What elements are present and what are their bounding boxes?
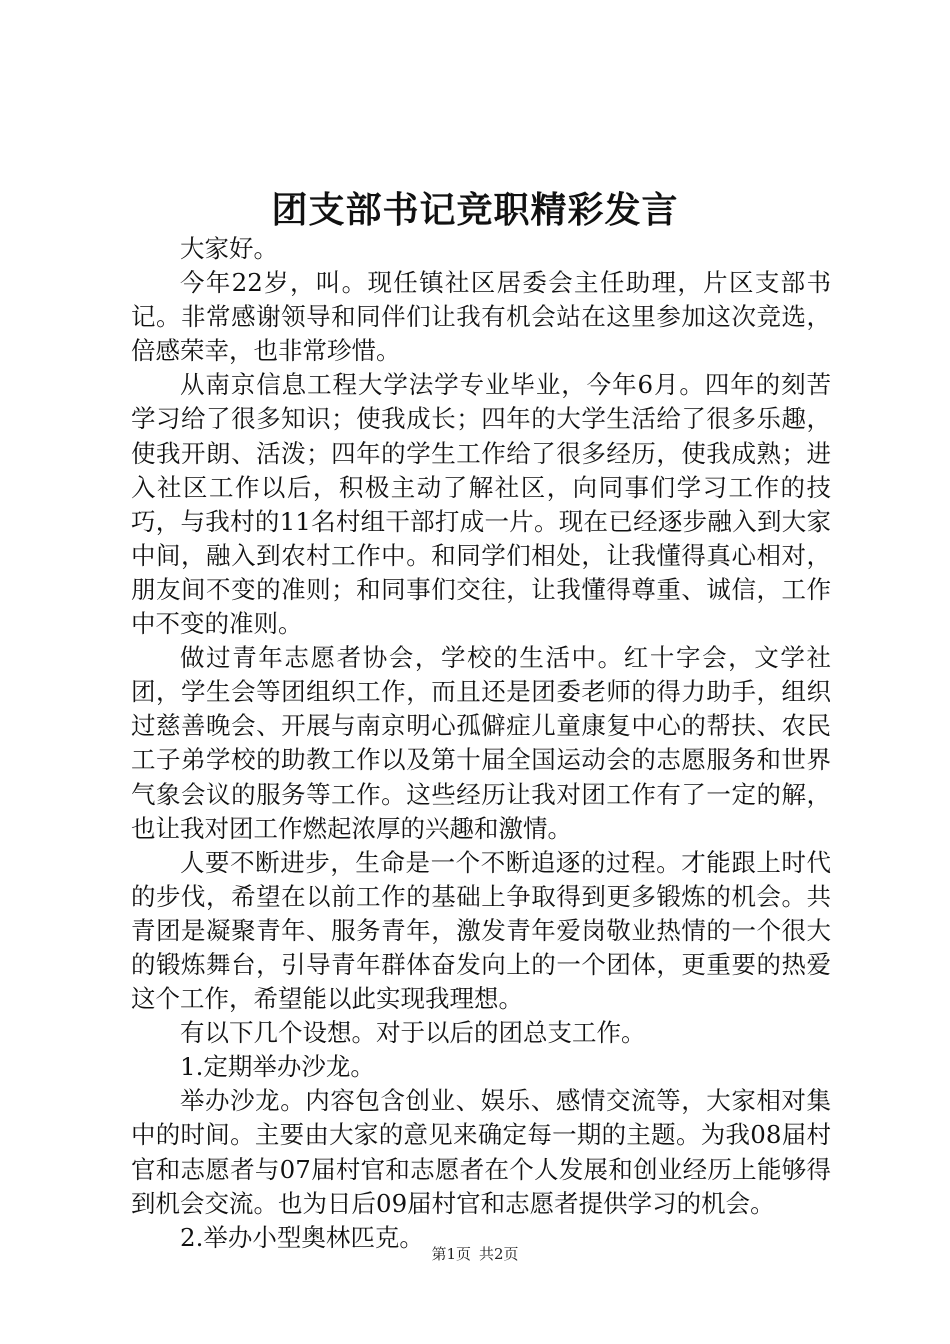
paragraph-introduction: 今年22岁，叫。现任镇社区居委会主任助理，片区支部书记。非常感谢领导和同伴们让我有机会站在这里参加这次竞选，倍感荣幸，也非常珍惜。 [131,268,831,366]
paragraph-experience: 做过青年志愿者协会，学校的生活中。红十字会，文学社团，学生会等团组织工作，而且还是团委老师的得力助手，组织过慈善晚会、开展与南京明心孤僻症儿童康复中心的帮扶、农民工子弟学校的助教工作以及第十届全国运动会的志愿服务和世界气象会议的服务等工作。这些经历让我对团工作有了一定的解，也让我对团工作燃起浓厚的兴趣和激情。 [131,643,831,843]
page-footer [0,1244,950,1264]
paragraph-plan-1-heading: 1.定期举办沙龙。 [180,1052,375,1082]
document-body [131,232,831,1255]
paragraph-plans-intro: 有以下几个设想。对于以后的团总支工作。 [180,1018,646,1048]
page-number: 第1页 [431,1245,471,1263]
paragraph-greeting: 大家好。 [180,234,278,263]
paragraph-plan-1-detail: 举办沙龙。内容包含创业、娱乐、感情交流等，大家相对集中的时间。主要由大家的意见来确定每一期的主题。为我08届村官和志愿者与07届村官和志愿者在个人发展和创业经历上能够得到机会交流。也为日后09届村官和志愿者提供学习的机会。 [131,1086,831,1218]
paragraph-education: 从南京信息工程大学法学专业毕业，今年6月。四年的刻苦学习给了很多知识；使我成长；四年的大学生活给了很多乐趣，使我开朗、活泼；四年的学生工作给了很多经历，使我成熟；进入社区工作以后，积极主动了解社区，向同事们学习工作的技巧，与我村的11名村组干部打成一片。现在已经逐步融入到大家中间，融入到农村工作中。和同学们相处，让我懂得真心相对，朋友间不变的准则；和同事们交往，让我懂得尊重、诚信，工作中不变的准则。 [131,370,831,639]
paragraph-plan-2-heading: 2.举办小型奥林匹克。 [180,1222,424,1252]
page-total: 共2页 [479,1245,519,1263]
paragraph-motivation: 人要不断进步，生命是一个不断追逐的过程。才能跟上时代的步伐，希望在以前工作的基础上争取得到更多锻炼的机会。共青团是凝聚青年、服务青年，激发青年爱岗敬业热情的一个很大的锻炼舞台，引导青年群体奋发向上的一个团体，更重要的热爱这个工作，希望能以此实现我理想。 [131,847,831,1014]
document-title: 团支部书记竞职精彩发言 [271,189,679,231]
